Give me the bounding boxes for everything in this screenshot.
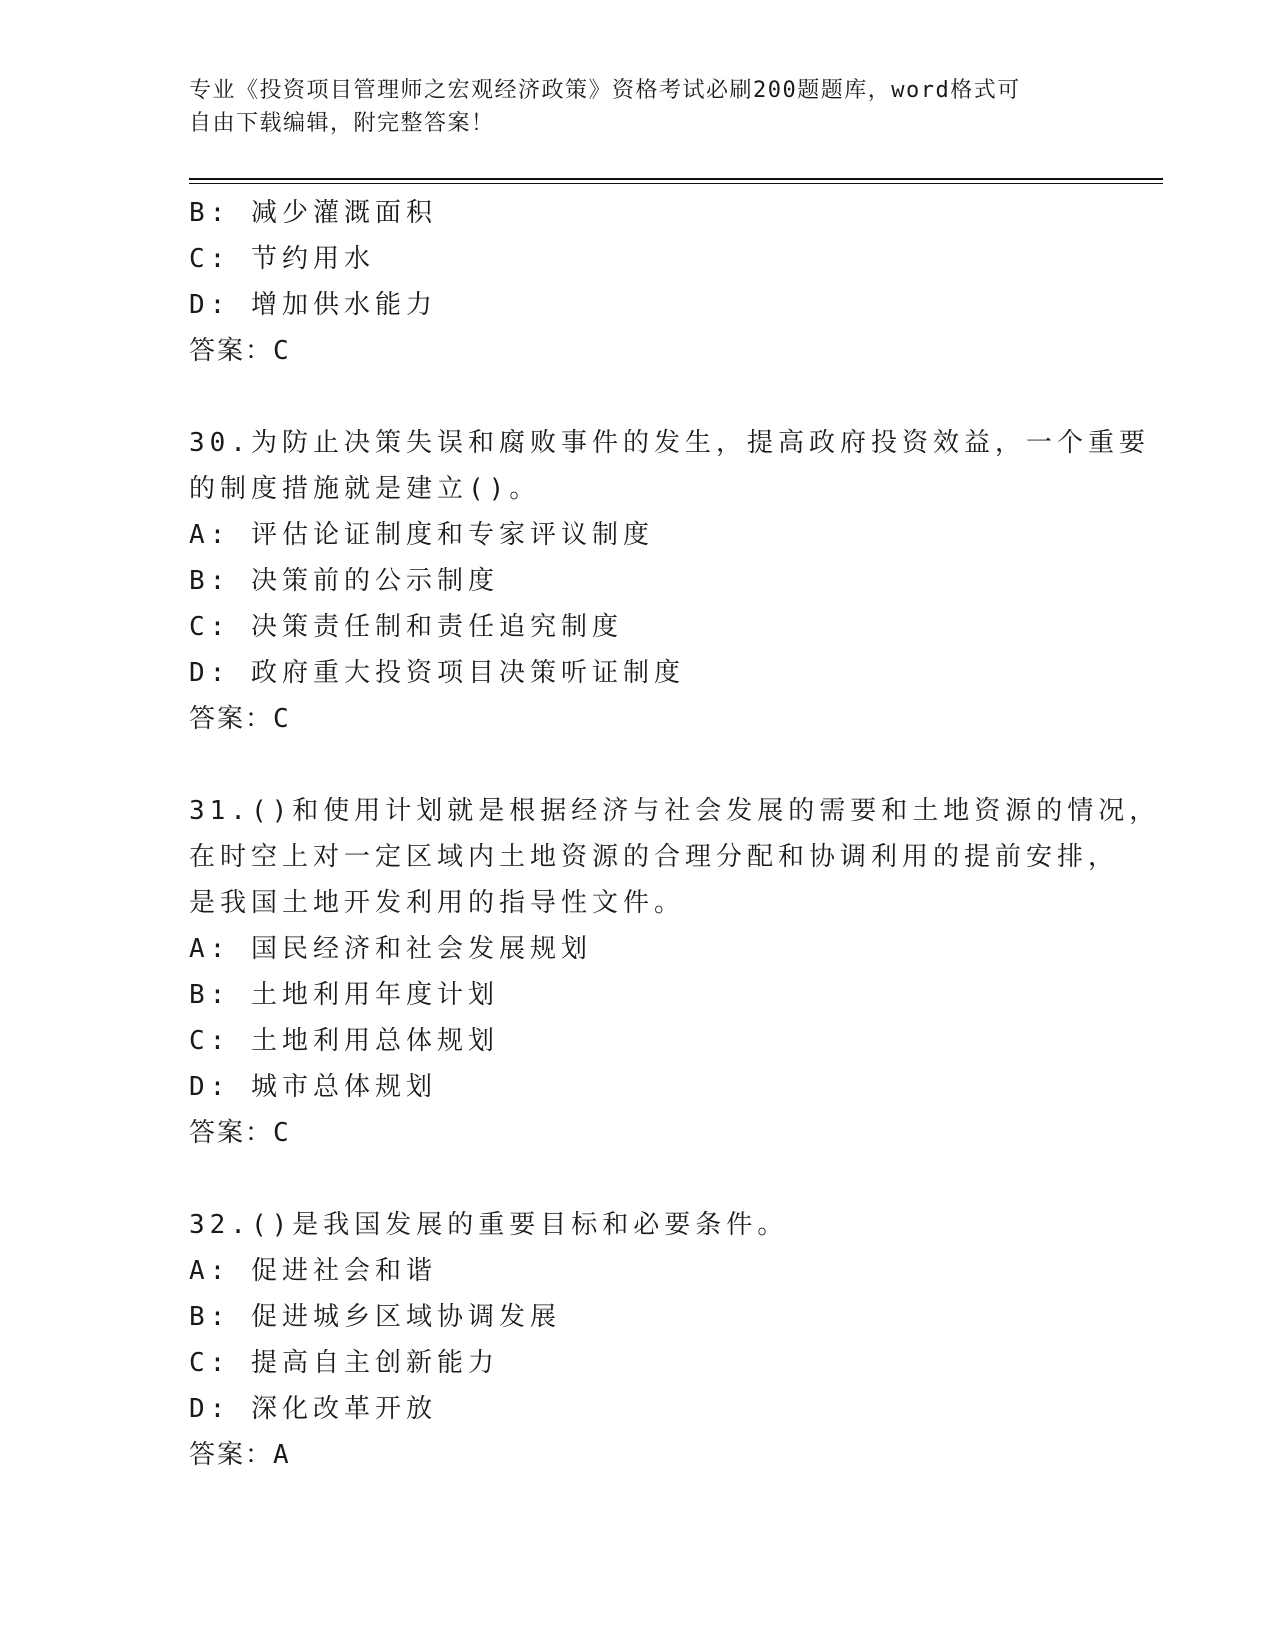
answer-label: 答案：: [189, 704, 274, 734]
option-b: B: 促进城乡区域协调发展: [189, 1302, 561, 1332]
header-line-1: 专业《投资项目管理师之宏观经济政策》资格考试必刷200题题库，word格式可: [189, 78, 1021, 103]
answer-label: 答案：: [189, 1440, 274, 1470]
question-list: [189, 190, 1161, 1478]
option-a: A: 国民经济和社会发展规划: [189, 934, 592, 964]
answer-value: C: [273, 336, 291, 366]
header-divider: [189, 178, 1163, 184]
spacer: [189, 742, 1089, 788]
spacer: [189, 374, 1089, 420]
option-d: D: 深化改革开放: [189, 1394, 437, 1424]
option-a: A: 评估论证制度和专家评议制度: [189, 520, 654, 550]
header-line-2: 自由下载编辑，附完整答案！: [189, 111, 495, 136]
question-31: [189, 788, 1161, 1156]
option-b: B: 决策前的公示制度: [189, 566, 499, 596]
question-stem-line: 是我国土地开发利用的指导性文件。: [189, 888, 686, 918]
question-stem-line: 的制度措施就是建立()。: [189, 474, 541, 504]
question-stem-line: 31.()和使用计划就是根据经济与社会发展的需要和土地资源的情况，: [189, 796, 1161, 826]
answer-line: [189, 696, 1089, 742]
question-stem-line: 在时空上对一定区域内土地资源的合理分配和协调利用的提前安排，: [189, 842, 1120, 872]
question-32: [189, 1202, 1089, 1478]
question-stem-line: 32.()是我国发展的重要目标和必要条件。: [189, 1210, 789, 1240]
option-d: D: 城市总体规划: [189, 1072, 437, 1102]
option-c: C: 节约用水: [189, 244, 375, 274]
answer-value: A: [273, 1440, 291, 1470]
question-stem-line: 30.为防止决策失误和腐败事件的发生，提高政府投资效益，一个重要: [189, 428, 1150, 458]
option-d: D: 增加供水能力: [189, 290, 437, 320]
question-29-continued: [189, 190, 1089, 374]
answer-label: 答案：: [189, 336, 274, 366]
option-b: B: 减少灌溉面积: [189, 198, 437, 228]
answer-value: C: [273, 704, 291, 734]
question-30: [189, 420, 1150, 742]
answer-label: 答案：: [189, 1118, 274, 1148]
answer-line: [189, 328, 1089, 374]
document-header: [189, 74, 1089, 140]
option-d: D: 政府重大投资项目决策听证制度: [189, 658, 685, 688]
option-c: C: 土地利用总体规划: [189, 1026, 499, 1056]
option-a: A: 促进社会和谐: [189, 1256, 437, 1286]
answer-line: [189, 1110, 1089, 1156]
spacer: [189, 1156, 1089, 1202]
answer-value: C: [273, 1118, 291, 1148]
answer-line: [189, 1432, 1089, 1478]
option-c: C: 决策责任制和责任追究制度: [189, 612, 623, 642]
option-b: B: 土地利用年度计划: [189, 980, 499, 1010]
option-c: C: 提高自主创新能力: [189, 1348, 499, 1378]
